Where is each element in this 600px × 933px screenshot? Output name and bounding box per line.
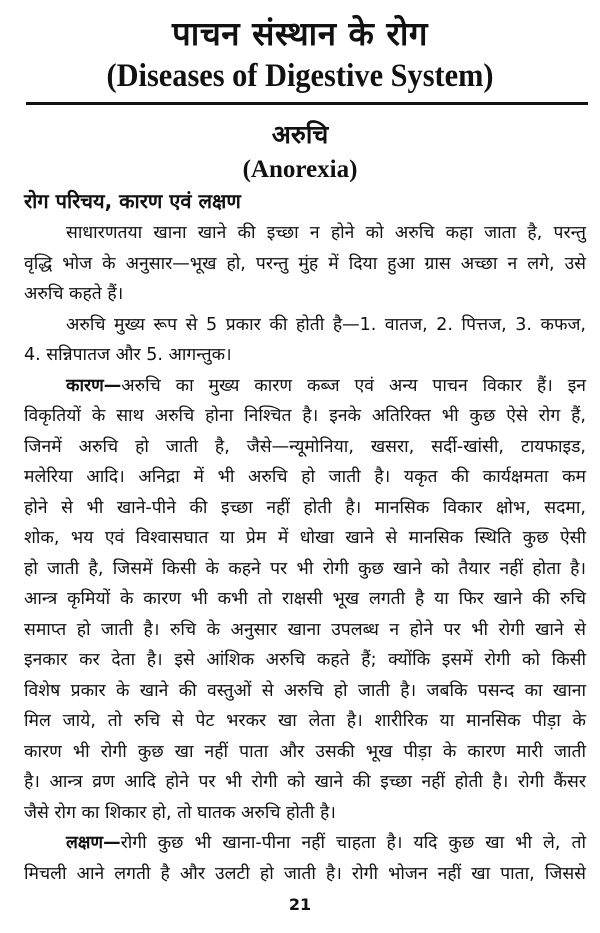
text-line: [24, 432, 586, 463]
line-text: मिचली आने लगती है और उलटी हो जाती है। रोगी भोजन नहीं खा पाता, जिससे: [24, 863, 586, 884]
text-line: [24, 584, 586, 615]
text-line: [24, 493, 586, 524]
line-text: वृद्धि भोज के अनुसार—भूख हो, परन्तु मुंह में दिया हुआ ग्रास अच्छा न लगे, उसे: [24, 253, 586, 274]
line-text: जैसे रोग का शिकार हो, तो घातक अरुचि होती है।: [24, 802, 336, 823]
line-text: जिनमें अरुचि हो जाती है, जैसे—न्यूमोनिया, खसरा, सर्दी-खांसी, टायफाइड,: [24, 436, 586, 457]
text-line: [24, 676, 586, 707]
text-line: [24, 645, 586, 676]
text-line: [24, 310, 586, 341]
text-line: [24, 523, 586, 554]
line-text: है। आन्त्र व्रण आदि होने पर भी रोगी को खाने की इच्छा नहीं होती है। रोगी कैंसर: [24, 772, 586, 792]
line-text: विकृतियों के साथ अरुचि होना निश्चित है। इनके अतिरिक्त भी कुछ ऐसे रोग हैं,: [24, 406, 586, 426]
text-line: [24, 706, 586, 737]
text-line: [24, 249, 586, 280]
text-line: [24, 615, 586, 646]
text-line: [24, 218, 586, 249]
chapter-title-english: (Diseases of Digestive System): [106, 58, 494, 94]
text-line: [24, 828, 586, 859]
text-line: [24, 371, 586, 402]
chapter-title-hindi: पाचन संस्थान के रोग: [172, 14, 428, 53]
line-text: मलेरिया आदि। अनिद्रा में भी अरुचि हो जाती है। यकृत की कार्यक्षमता कम: [24, 467, 586, 487]
body-text: [24, 218, 586, 889]
line-text: हो जाती है, जिसमें किसी के कहने पर भी रोगी कुछ खाने को तैयार नहीं होता है।: [24, 558, 586, 579]
text-line: [24, 401, 586, 432]
text-line: [24, 798, 586, 829]
text-line: [24, 554, 586, 585]
line-text: होने से भी खाने-पीने की इच्छा नहीं होती है। मानसिक विकार क्षोभ, सदमा,: [24, 497, 586, 518]
line-text: अरुचि कहते हैं।: [24, 284, 124, 304]
text-line: [24, 737, 586, 768]
topic-title-hindi: अरुचि: [271, 120, 329, 149]
text-line: [24, 859, 586, 890]
text-line: [24, 462, 586, 493]
text-line: [24, 279, 586, 310]
line-text: रोगी कुछ भी खाना-पीना नहीं चाहता है। यदि कुछ खा भी ले, तो: [120, 833, 586, 853]
paragraph-lead-karan: कारण—: [66, 375, 122, 396]
line-text: अरुचि का मुख्य कारण कब्ज एवं अन्य पाचन विकार हैं। इन: [121, 375, 586, 396]
line-text: मिल जाये, तो रुचि से पेट भरकर खा लेता है। शारीरिक या मानसिक पीड़ा के: [24, 711, 586, 731]
line-text: इनकार कर देता है। इसे आंशिक अरुचि कहते हैं; क्योंकि इसमें रोगी को किसी: [24, 650, 586, 670]
line-text: कारण भी रोगी कुछ खा नहीं पाता और उसकी भूख पीड़ा के कारण मारी जाती: [24, 741, 586, 762]
line-text: 4. सन्निपातज और 5. आगन्तुक।: [24, 345, 232, 365]
line-text: शोक, भय एवं विश्वासघात या प्रेम में धोखा खाने से मानसिक स्थिति कुछ ऐसी: [24, 528, 586, 548]
chapter-divider: [26, 102, 588, 105]
topic-title-english: (Anorexia): [242, 156, 358, 183]
line-text: साधारणतया खाना खाने की इच्छा न होने को अरुचि कहा जाता है, परन्तु: [66, 223, 586, 243]
line-text: समाप्त हो जाती है। रुचि के अनुसार खाना उपलब्ध न होने पर भी रोगी खाने से: [24, 619, 586, 640]
page-number: 21: [288, 895, 312, 914]
line-text: अरुचि मुख्य रूप से 5 प्रकार की होती है—1. वातज, 2. पित्तज, 3. कफज,: [66, 314, 586, 335]
section-heading: रोग परिचय, कारण एवं लक्षण: [24, 189, 241, 213]
text-line: [24, 767, 586, 798]
text-line: [24, 340, 586, 371]
line-text: आन्त्र कृमियों के कारण भी कभी तो राक्षसी भूख लगती है या फिर खाने की रुचि: [24, 589, 586, 609]
line-text: विशेष प्रकार के खाने की वस्तुओं से अरुचि हो जाती है। जबकि पसन्द का खाना: [24, 680, 586, 701]
paragraph-lead-lakshan: लक्षण—: [66, 833, 121, 853]
